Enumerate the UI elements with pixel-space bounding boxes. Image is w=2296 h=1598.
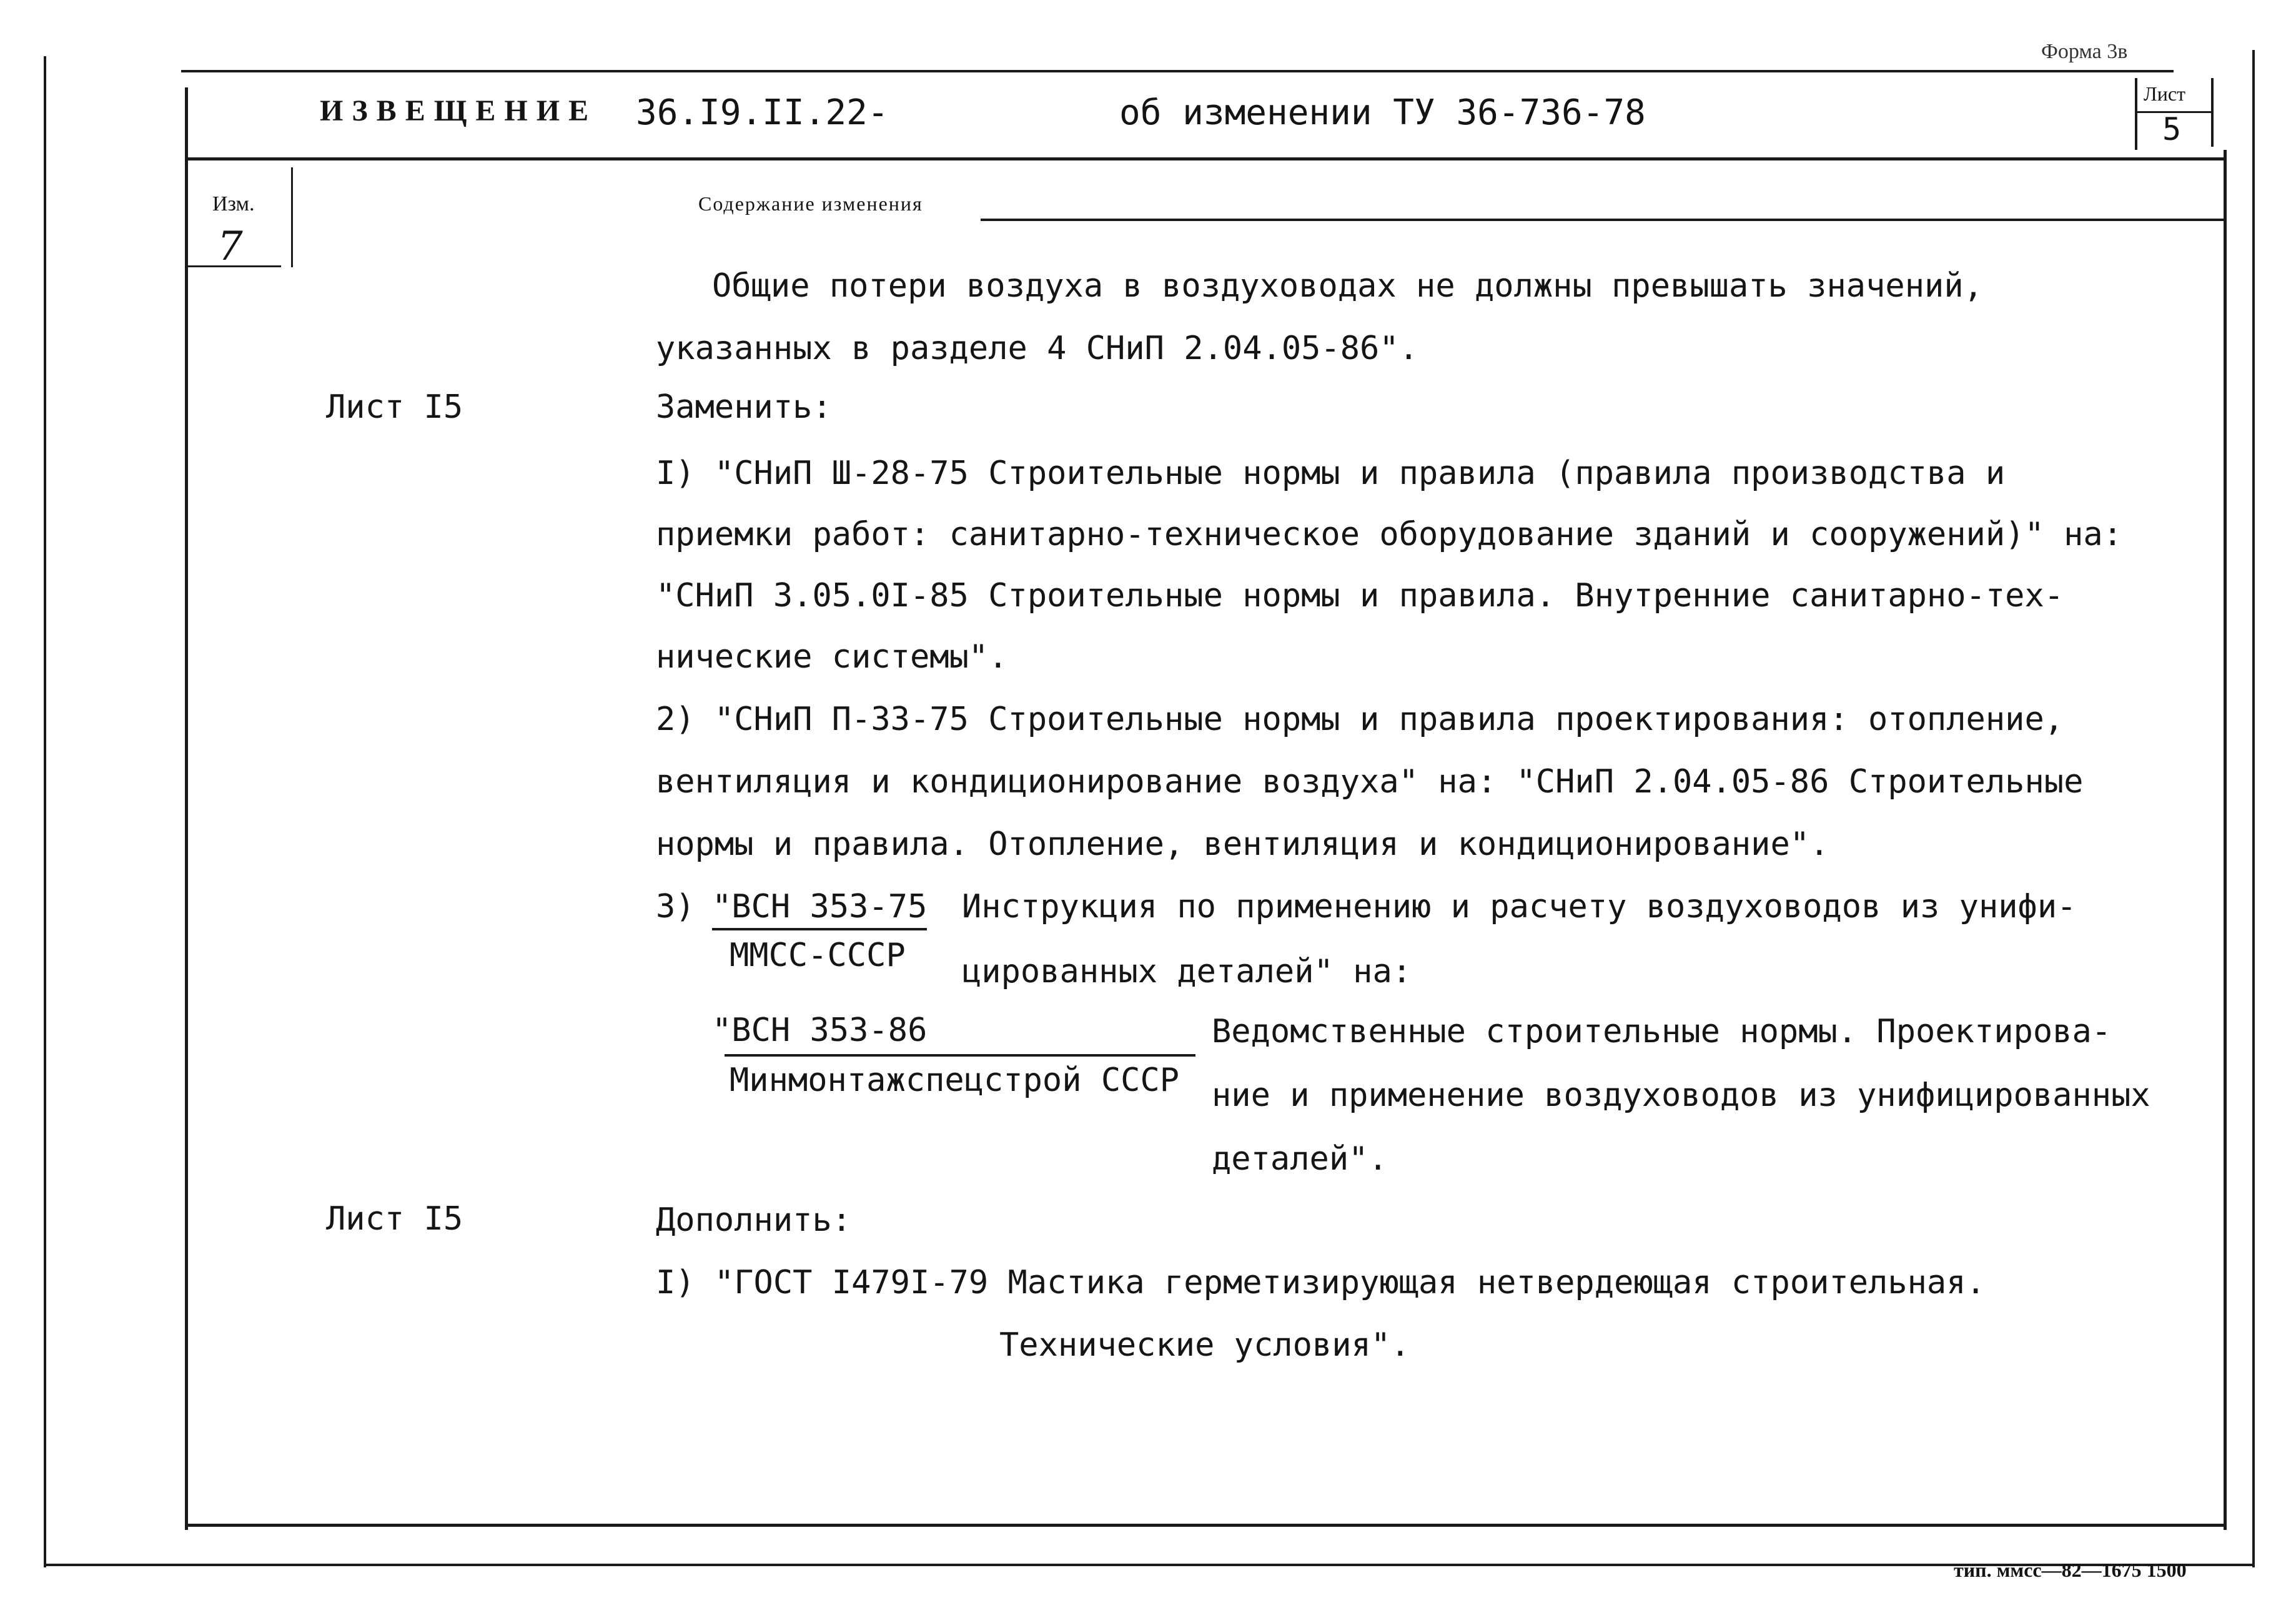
section1-line: приемки работ: санитарно-техническое оборудование зданий и сооружений)" на: — [656, 516, 2122, 553]
notice-label: ИЗВЕЩЕНИЕ — [320, 94, 598, 127]
section1-line: I) "СНиП Ш-28-75 Строительные нормы и правила (правила производства и — [656, 455, 2006, 492]
intro-line: Общие потери воздуха в воздуховодах не должны превышать значений, — [712, 267, 1983, 305]
inner-right-border — [2224, 150, 2227, 1530]
section1-line: "СНиП 3.05.0I-85 Строительные нормы и правила. Внутренние санитарно-тех- — [656, 577, 2064, 614]
intro-line: указанных в разделе 4 СНиП 2.04.05-86". — [656, 330, 1418, 367]
item3-new-code-bottom: Минмонтажспецстрой СССР — [730, 1062, 1180, 1099]
section2-line: I) "ГОСТ I479I-79 Мастика герметизирующая нетвердеющая строительная. — [656, 1264, 1986, 1301]
left-margin-line — [44, 56, 46, 1567]
rev-column-divider — [291, 167, 293, 267]
print-info: тип. ммсс—82—1675 1500 — [1954, 1559, 2187, 1581]
item3-new-text: ние и применение воздуховодов из унифицированных — [1212, 1077, 2150, 1114]
form-label: Форма 3в — [2041, 40, 2128, 63]
content-label: Содержание изменения — [698, 192, 923, 215]
rev-label: Изм. — [212, 192, 255, 215]
item3-number: 3) — [656, 888, 695, 925]
sheet-box-right — [2211, 78, 2214, 147]
header-bottom-rule — [185, 157, 2226, 160]
item3-old-text: цированных деталей" на: — [962, 953, 1412, 990]
item3-new-text: деталей". — [1212, 1140, 1388, 1178]
sheet-box-left — [2135, 78, 2137, 150]
item3-new-code-top: "ВСН 353-86 — [712, 1012, 928, 1049]
section1-line: вентиляция и кондиционирование воздуха" на: "СНиП 2.04.05-86 Строительные — [656, 763, 2084, 801]
section1-line: 2) "СНиП П-33-75 Строительные нормы и правила проектирования: отопление, — [656, 701, 2064, 738]
item3-new-code-underline — [725, 1054, 1195, 1057]
section1-heading: Заменить: — [656, 388, 832, 426]
section2-sheet-ref: Лист I5 — [326, 1200, 463, 1238]
sheet-label: Лист — [2144, 82, 2186, 105]
section1-sheet-ref: Лист I5 — [326, 388, 463, 426]
section2-heading: Дополнить: — [656, 1201, 852, 1239]
item3-new-text: Ведомственные строительные нормы. Проектирова- — [1212, 1013, 2112, 1050]
right-frame-line — [2252, 50, 2255, 1567]
item3-old-code-bottom: ММСС-СССР — [730, 937, 906, 974]
item3-old-text: Инструкция по применению и расчету воздуховодов из унифи- — [962, 888, 2077, 925]
item3-old-code-top: "ВСН 353-75 — [712, 888, 927, 930]
section2-line: Технические условия". — [999, 1326, 1410, 1364]
inner-bottom-border — [185, 1524, 2226, 1527]
inner-left-border — [185, 87, 188, 1530]
outer-top-rule — [181, 70, 2174, 72]
bottom-rule — [44, 1564, 2255, 1566]
notice-number: 36.I9.II.22- — [636, 92, 889, 133]
section1-line: нормы и правила. Отопление, вентиляция и кондиционирование". — [656, 826, 1829, 863]
notice-subject: об изменении ТУ 36-736-78 — [1119, 92, 1646, 133]
sheet-number: 5 — [2162, 111, 2182, 147]
content-label-rule — [981, 219, 2226, 221]
section1-line: нические системы". — [656, 638, 1008, 676]
rev-number: 7 — [217, 224, 243, 270]
